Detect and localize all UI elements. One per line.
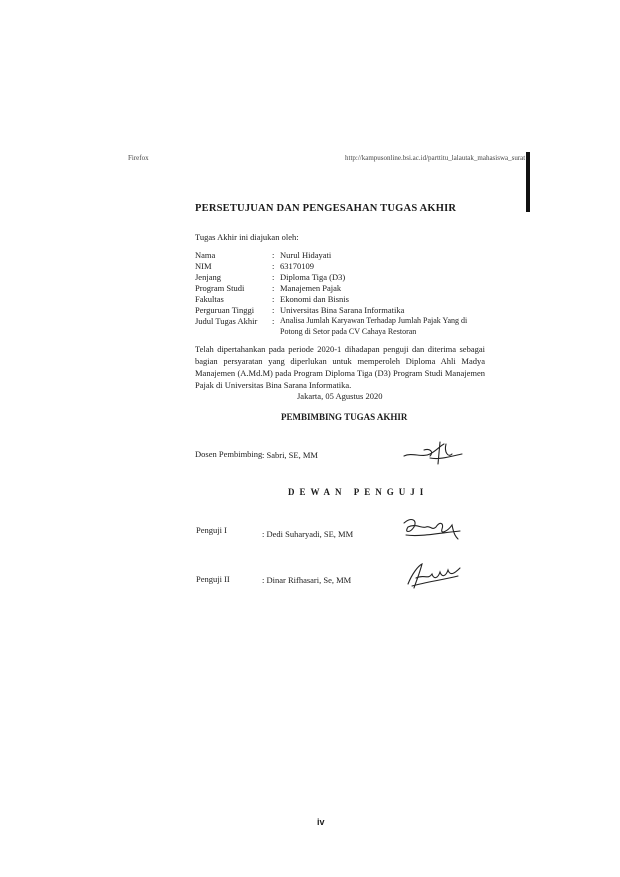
field-colon: : xyxy=(272,305,275,315)
field-value-fakultas: Ekonomi dan Bisnis xyxy=(280,294,349,304)
field-label-program-studi: Program Studi xyxy=(195,283,245,293)
penguji1-value: : Dedi Suharyadi, SE, MM xyxy=(262,529,354,539)
field-value-perguruan-tinggi: Universitas Bina Sarana Informatika xyxy=(280,305,405,315)
penguji2-value: : Dinar Rifhasari, Se, MM xyxy=(262,575,352,585)
statement-paragraph: Telah dipertahankan pada periode 2020-1 dihadapan penguji dan diterima sebagai bagian persyaratan yang diperlukan untuk memperoleh Diploma Ahli Madya Manajemen (A.Md.M) pada Program Diploma Tiga (D3) Program Studi Manajemen Pajak di Universitas Bina Sarana Informatika. xyxy=(195,344,485,390)
field-label-nim: NIM xyxy=(195,261,212,271)
field-colon: : xyxy=(272,261,275,271)
field-colon: : xyxy=(272,316,275,326)
page-title: PERSETUJUAN DAN PENGESAHAN TUGAS AKHIR xyxy=(195,203,457,214)
field-value-program-studi: Manajemen Pajak xyxy=(280,283,342,293)
dosen-value: : Sabri, SE, MM xyxy=(262,450,318,460)
field-colon: : xyxy=(272,294,275,304)
pembimbing-title: PEMBIMBING TUGAS AKHIR xyxy=(281,412,408,422)
print-header-url: http://kampusonline.bsi.ac.id/parttitu_lalautak_mahasiswa_surat xyxy=(345,154,526,162)
field-label-judul: Judul Tugas Akhir xyxy=(195,316,258,326)
field-colon: : xyxy=(272,283,275,293)
signature-penguji2 xyxy=(402,560,466,590)
field-label-fakultas: Fakultas xyxy=(195,294,224,304)
field-value-judul: Analisa Jumlah Karyawan Terhadap Jumlah Pajak Yang di xyxy=(280,316,468,325)
penguji1-label: Penguji I xyxy=(196,525,227,535)
field-label-nama: Nama xyxy=(195,250,216,260)
field-value-judul-cont: Potong di Setor pada CV Cahaya Restoran xyxy=(280,327,417,336)
dewan-title: DEWAN PENGUJI xyxy=(288,487,429,497)
field-label-jenjang: Jenjang xyxy=(195,272,221,282)
signature-pembimbing xyxy=(400,438,466,470)
scan-edge-bar xyxy=(526,152,530,212)
page-number: iv xyxy=(317,817,325,827)
penguji2-label: Penguji II xyxy=(196,574,230,584)
field-value-nama: Nurul Hidayati xyxy=(280,250,332,260)
field-label-perguruan-tinggi: Perguruan Tinggi xyxy=(195,305,255,315)
field-colon: : xyxy=(272,250,275,260)
field-value-nim: 63170109 xyxy=(280,261,314,271)
date-line: Jakarta, 05 Agustus 2020 xyxy=(297,391,383,401)
field-value-jenjang: Diploma Tiga (D3) xyxy=(280,272,346,282)
dosen-label: Dosen Pembimbing xyxy=(195,449,263,459)
field-colon: : xyxy=(272,272,275,282)
intro-text: Tugas Akhir ini diajukan oleh: xyxy=(195,232,299,242)
print-header-left: Firefox xyxy=(128,154,149,162)
signature-penguji1 xyxy=(400,513,464,543)
